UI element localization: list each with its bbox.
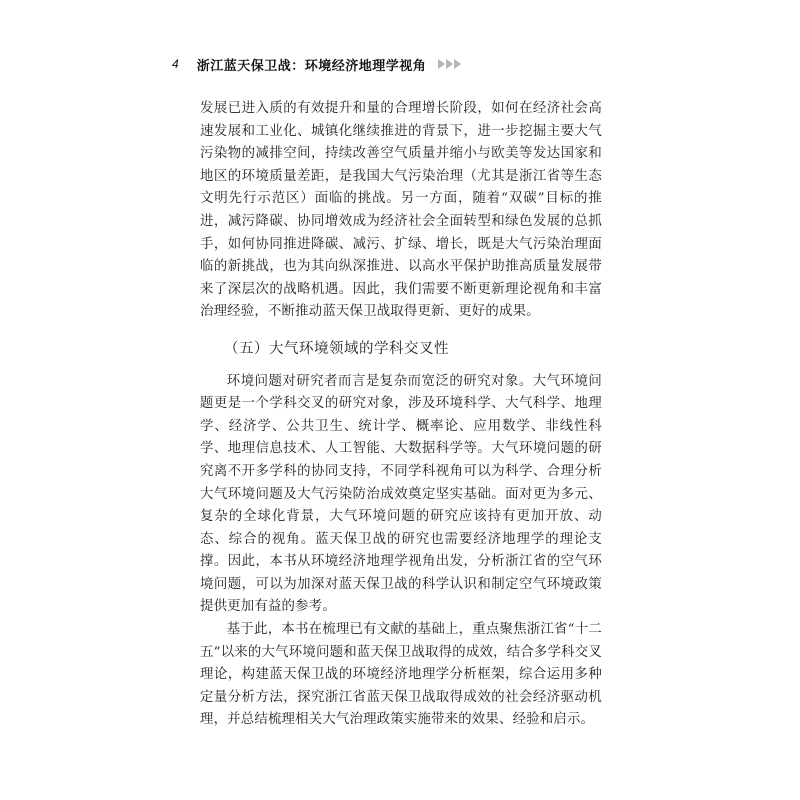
arrow-icon [446,59,453,69]
paragraph: 基于此，本书在梳理已有文献的基础上，重点聚焦浙江省“十二五”以来的大气环境问题和蓝天保卫战取得的成效，结合多学科交叉理论，构建蓝天保卫战的环境经济地理学分析框架，综合运用多种定量分析方法，探究浙江省蓝天保卫战取得成效的社会经济驱动机理，并总结梳理相关大气治理政策实施带来的效果、经验和启示。 [200,622,602,728]
paragraph: 环境问题对研究者而言是复杂而宽泛的研究对象。大气环境问题更是一个学科交叉的研究对象，涉及环境科学、大气科学、地理学、经济学、公共卫生、统计学、概率论、应用数学、非线性科学、地理信息技术、人工智能、大数据科学等。大气环境问题的研究离不开多学科的协同支持，不同学科视角可以为科学、合理分析大气环境问题及大气污染防治成效奠定坚实基础。面对更为多元、复杂的全球化背景，大气环境问题的研究应该持有更加开放、动态、综合的视角。蓝天保卫战的研究也需要经济地理学的理论支撑。因此，本书从环境经济地理学视角出发，分析浙江省的空气环境问题，可以为加深对蓝天保卫战的科学认识和制定空气环境政策提供更加有益的参考。 [200,373,602,615]
section-heading: （五）大气环境领域的学科交叉性 [224,340,449,357]
continued-paragraph: 发展已进入质的有效提升和量的合理增长阶段，如何在经济社会高速发展和工业化、城镇化继续推进的背景下，进一步挖掘主要大气污染物的减排空间，持续改善空气质量并缩小与欧美等发达国家和地区的环境质量差距，是我国大气污染治理（尤其是浙江省等生态文明先行示范区）面临的挑战。另一方面，随着“双碳”目标的推进，减污降碳、协同增效成为经济社会全面转型和绿色发展的总抓手，如何协同推进降碳、减污、扩绿、增长，既是大气污染治理面临的新挑战，也为其向纵深推进、以高水平保护助推高质量发展带来了深层次的战略机遇。因此，我们需要不断更新理论视角和丰富治理经验，不断推动蓝天保卫战取得更新、更好的成果。 [200,101,602,320]
running-title: 浙江蓝天保卫战：环境经济地理学视角 [196,58,427,74]
arrow-icon [438,59,445,69]
decorative-arrows [438,59,461,69]
arrow-icon [454,59,461,69]
page-body [200,98,602,732]
running-header [172,54,461,74]
page-number: 4 [172,57,179,71]
